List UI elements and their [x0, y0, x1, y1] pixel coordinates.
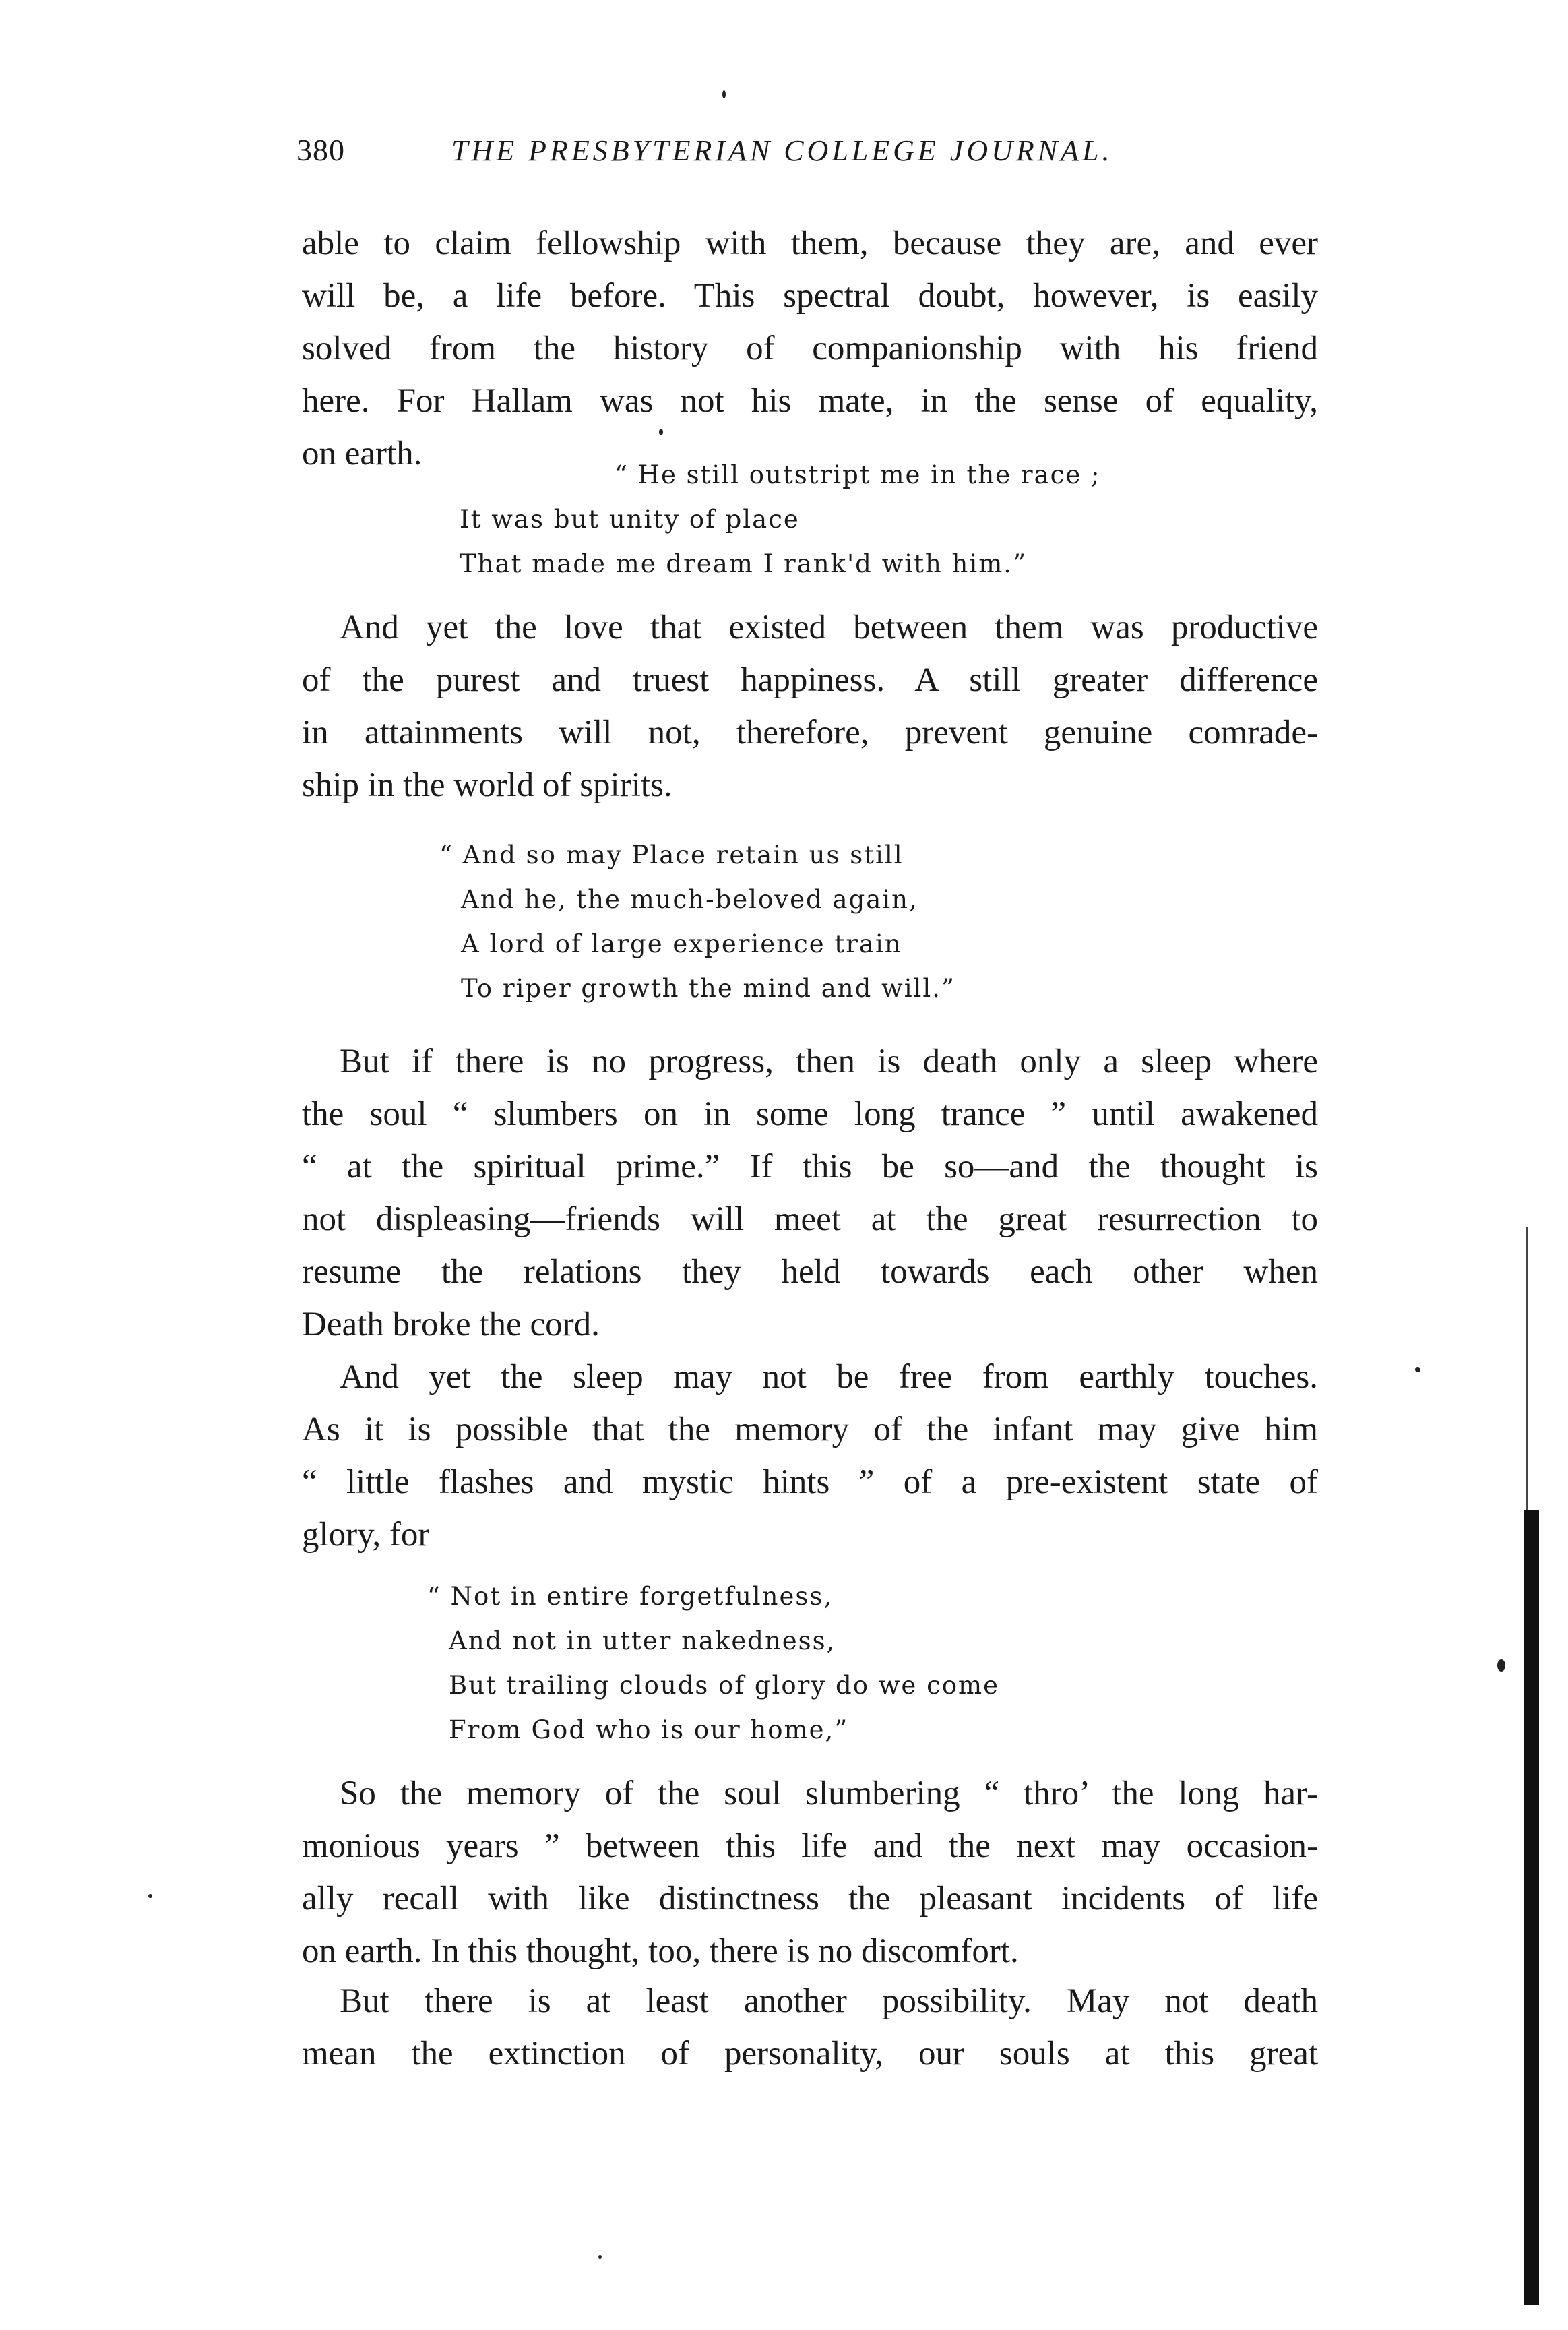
verse-quote-1: [460, 453, 1101, 586]
text-line: “ little flashes and mystic hints ” of a pre-existent state of: [302, 1463, 1318, 1501]
text-line: not displeasing—friends will meet at the great resurrection to: [302, 1200, 1318, 1238]
running-title: THE PRESBYTERIAN COLLEGE JOURNAL.: [451, 134, 1113, 167]
verse-line: That made me dream I rank'd with him.”: [460, 549, 1027, 578]
text-line: of the purest and truest happiness. A still greater difference: [302, 661, 1318, 699]
scan-edge-line: [1526, 1227, 1528, 1510]
scan-speck: [598, 2255, 602, 2259]
text-line: ally recall with like distinctness the pleasant incidents of life: [302, 1880, 1318, 1918]
page-header: [296, 132, 1321, 179]
text-line: And yet the sleep may not be free from earthly touches.: [340, 1358, 1318, 1396]
text-line: solved from the history of companionship with his friend: [302, 330, 1318, 367]
text-line: “ at the spiritual prime.” If this be so—and the thought is: [302, 1148, 1318, 1186]
verse-quote-3: [427, 1574, 999, 1752]
text-line: ship in the world of spirits.: [302, 766, 672, 804]
text-line: But if there is no progress, then is death only a sleep where: [340, 1043, 1318, 1080]
verse-line: It was but unity of place: [460, 505, 800, 534]
text-line: here. For Hallam was not his mate, in the sense of equality,: [302, 382, 1318, 420]
paragraph-6: [302, 1975, 1318, 2080]
text-line: the soul “ slumbers on in some long trance ” until awakened: [302, 1095, 1318, 1133]
paragraph-5: [302, 1767, 1318, 1978]
paragraph-1: [302, 217, 1318, 480]
verse-line: “ Not in entire forgetfulness,: [427, 1582, 834, 1611]
text-line: resume the relations they held towards each other when: [302, 1253, 1318, 1291]
paragraph-4: [302, 1351, 1318, 1561]
verse-line: A lord of large experience train: [461, 929, 902, 958]
verse-line: “ He still outstript me in the race ;: [615, 460, 1101, 489]
scan-speck: [722, 90, 726, 98]
text-line: will be, a life before. This spectral doubt, however, is easily: [302, 277, 1318, 315]
verse-line: From God who is our home,”: [449, 1715, 849, 1744]
text-line: glory, for: [302, 1516, 430, 1554]
text-line: But there is at least another possibility. May not death: [340, 1982, 1318, 2020]
verse-line: But trailing clouds of glory do we come: [449, 1671, 1000, 1700]
text-line: And yet the love that existed between them was productive: [340, 609, 1318, 646]
page-number: 380: [296, 133, 345, 167]
paragraph-3: [302, 1035, 1318, 1351]
scan-speck: [148, 1894, 152, 1898]
verse-line: And not in utter nakedness,: [449, 1626, 836, 1655]
text-line: So the memory of the soul slumbering “ thro’ the long har-: [340, 1775, 1318, 1812]
text-line: on earth.: [302, 435, 422, 472]
text-line: As it is possible that the memory of the infant may give him: [302, 1411, 1318, 1448]
verse-line: And he, the much-beloved again,: [461, 885, 918, 914]
verse-quote-2: [439, 833, 955, 1011]
scan-speck: [1497, 1659, 1505, 1672]
scan-speck: [659, 429, 663, 435]
text-line: Death broke the cord.: [302, 1306, 600, 1343]
text-line: on earth. In this thought, too, there is no discomfort.: [302, 1932, 1019, 1970]
scan-edge-bar: [1524, 1510, 1539, 2305]
paragraph-2: [302, 601, 1318, 811]
text-line: mean the extinction of personality, our souls at this great: [302, 2035, 1318, 2073]
verse-line: To riper growth the mind and will.”: [461, 974, 955, 1003]
scan-speck: [1415, 1367, 1420, 1372]
verse-line: “ And so may Place retain us still: [439, 840, 904, 869]
text-line: monious years ” between this life and the next may occasion-: [302, 1827, 1318, 1865]
text-line: able to claim fellowship with them, because they are, and ever: [302, 224, 1318, 262]
text-line: in attainments will not, therefore, prevent genuine comrade-: [302, 714, 1318, 752]
